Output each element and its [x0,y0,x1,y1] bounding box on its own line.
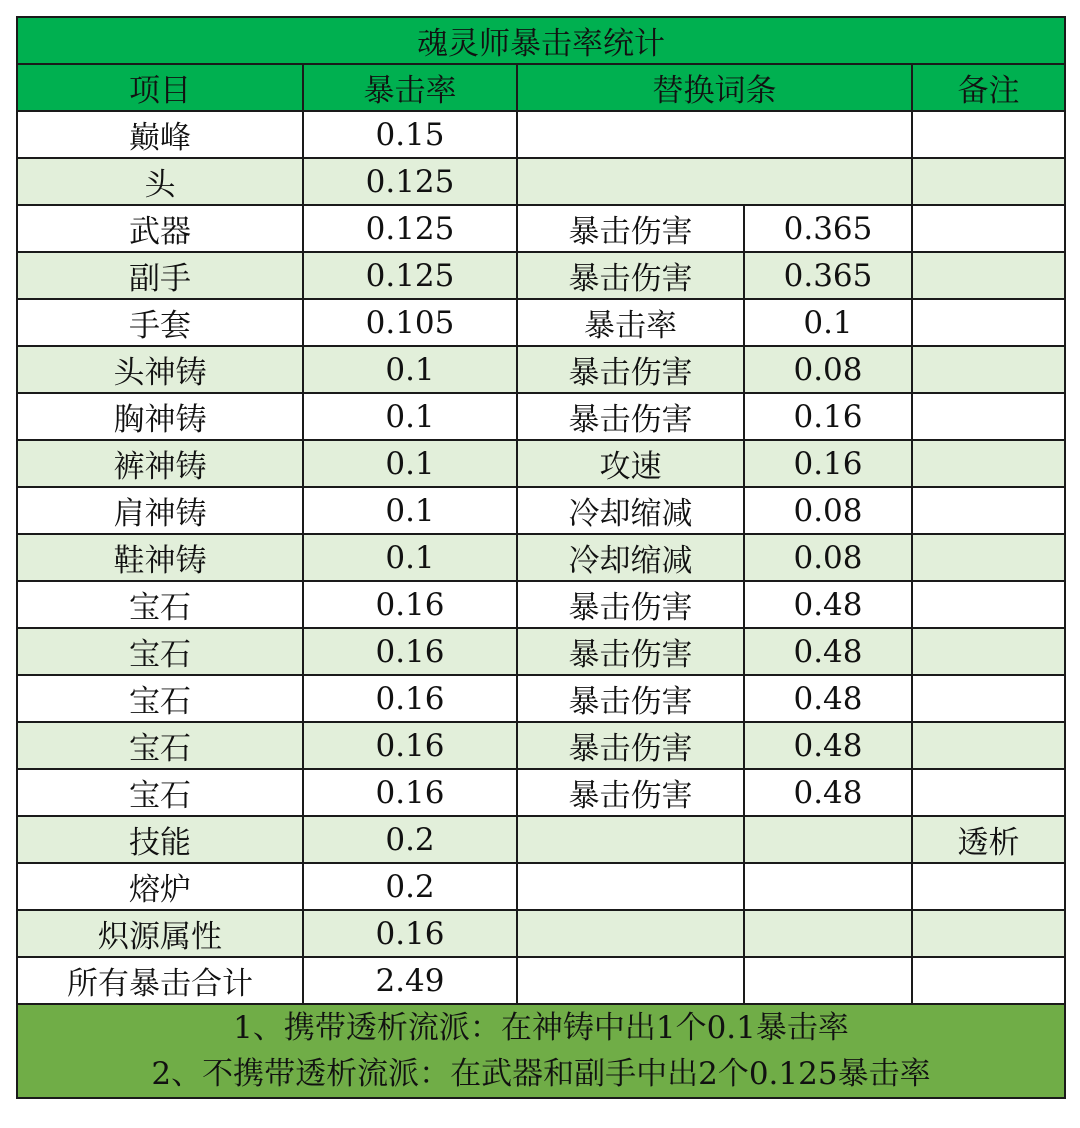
cell-crit-rate: 0.1 [303,534,517,581]
cell-crit-rate: 0.15 [303,111,517,158]
cell-remark [912,581,1065,628]
table-row [17,205,1065,252]
cell-remark [912,299,1065,346]
cell-affix: 暴击伤害 [517,205,744,252]
cell-affix: 暴击伤害 [517,769,744,816]
cell-crit-rate: 0.1 [303,440,517,487]
cell-affix: 暴击伤害 [517,252,744,299]
cell-remark: 透析 [912,816,1065,863]
cell-crit-rate: 2.49 [303,957,517,1004]
cell-affix: 暴击伤害 [517,628,744,675]
cell-remark [912,346,1065,393]
cell-affix-value: 0.48 [744,628,912,675]
cell-crit-rate: 0.105 [303,299,517,346]
cell-crit-rate: 0.125 [303,205,517,252]
cell-item: 胸神铸 [17,393,303,440]
cell-affix-value: 0.48 [744,581,912,628]
cell-affix-value: 0.48 [744,769,912,816]
cell-remark [912,910,1065,957]
cell-remark [912,158,1065,205]
note-line-2: 2、不携带透析流派：在武器和副手中出2个0.125暴击率 [151,1056,931,1092]
table-row [17,393,1065,440]
table-row [17,816,1065,863]
table-row [17,722,1065,769]
cell-crit-rate: 0.2 [303,863,517,910]
cell-crit-rate: 0.16 [303,910,517,957]
cell-affix-value: 0.08 [744,487,912,534]
cell-item: 副手 [17,252,303,299]
cell-remark [912,440,1065,487]
cell-remark [912,393,1065,440]
cell-crit-rate: 0.2 [303,816,517,863]
table-row [17,252,1065,299]
cell-crit-rate: 0.1 [303,487,517,534]
cell-remark [912,534,1065,581]
header-replace-affix: 替换词条 [517,64,912,111]
cell-affix-value [744,863,912,910]
cell-remark [912,487,1065,534]
cell-item: 武器 [17,205,303,252]
cell-crit-rate: 0.16 [303,581,517,628]
cell-item: 裤神铸 [17,440,303,487]
cell-item: 所有暴击合计 [17,957,303,1004]
cell-item: 熔炉 [17,863,303,910]
table-row [17,158,1065,205]
cell-crit-rate: 0.1 [303,346,517,393]
table-row [17,628,1065,675]
crit-rate-table [16,16,1066,1099]
table-row [17,675,1065,722]
cell-item: 巅峰 [17,111,303,158]
cell-item: 宝石 [17,722,303,769]
cell-affix-value: 0.48 [744,722,912,769]
cell-item: 炽源属性 [17,910,303,957]
cell-item: 鞋神铸 [17,534,303,581]
cell-affix-value [744,816,912,863]
cell-affix-value: 0.08 [744,346,912,393]
cell-remark [912,769,1065,816]
table-row [17,440,1065,487]
cell-remark [912,722,1065,769]
cell-affix: 暴击伤害 [517,346,744,393]
cell-remark [912,205,1065,252]
cell-affix-value: 0.16 [744,393,912,440]
cell-crit-rate: 0.16 [303,722,517,769]
notes-cell [17,1004,1065,1098]
cell-remark [912,252,1065,299]
note-line-1: 1、携带透析流派：在神铸中出1个0.1暴击率 [233,1010,849,1046]
table-row [17,957,1065,1004]
cell-affix: 攻速 [517,440,744,487]
cell-crit-rate: 0.125 [303,252,517,299]
cell-crit-rate: 0.1 [303,393,517,440]
cell-crit-rate: 0.16 [303,628,517,675]
cell-affix [517,957,744,1004]
cell-affix [517,863,744,910]
table-row [17,346,1065,393]
table-row [17,863,1065,910]
cell-affix [517,910,744,957]
table-row [17,111,1065,158]
cell-remark [912,111,1065,158]
cell-item: 手套 [17,299,303,346]
cell-item: 宝石 [17,628,303,675]
cell-affix: 暴击伤害 [517,393,744,440]
cell-item: 技能 [17,816,303,863]
cell-affix: 暴击伤害 [517,675,744,722]
header-item: 项目 [17,64,303,111]
cell-affix: 暴击率 [517,299,744,346]
cell-affix-value [744,910,912,957]
cell-crit-rate: 0.125 [303,158,517,205]
cell-crit-rate: 0.16 [303,675,517,722]
header-crit-rate: 暴击率 [303,64,517,111]
cell-item: 宝石 [17,581,303,628]
table-row [17,534,1065,581]
header-row [17,64,1065,111]
cell-remark [912,628,1065,675]
cell-affix: 暴击伤害 [517,581,744,628]
table-row [17,299,1065,346]
cell-remark [912,675,1065,722]
cell-item: 宝石 [17,769,303,816]
cell-remark [912,957,1065,1004]
cell-affix-value: 0.365 [744,252,912,299]
cell-affix-value [744,957,912,1004]
cell-affix-value: 0.365 [744,205,912,252]
cell-affix-value: 0.1 [744,299,912,346]
cell-item: 头神铸 [17,346,303,393]
cell-item: 肩神铸 [17,487,303,534]
table-row [17,581,1065,628]
cell-item: 宝石 [17,675,303,722]
cell-affix-value: 0.16 [744,440,912,487]
cell-affix: 冷却缩减 [517,487,744,534]
cell-crit-rate: 0.16 [303,769,517,816]
cell-affix [517,158,912,205]
cell-affix-value: 0.48 [744,675,912,722]
cell-item: 头 [17,158,303,205]
table-row [17,910,1065,957]
cell-affix-value: 0.08 [744,534,912,581]
table-row [17,487,1065,534]
cell-affix: 冷却缩减 [517,534,744,581]
table-title: 魂灵师暴击率统计 [17,17,1065,64]
cell-remark [912,863,1065,910]
cell-affix [517,816,744,863]
table-row [17,769,1065,816]
header-remark: 备注 [912,64,1065,111]
cell-affix [517,111,912,158]
cell-affix: 暴击伤害 [517,722,744,769]
